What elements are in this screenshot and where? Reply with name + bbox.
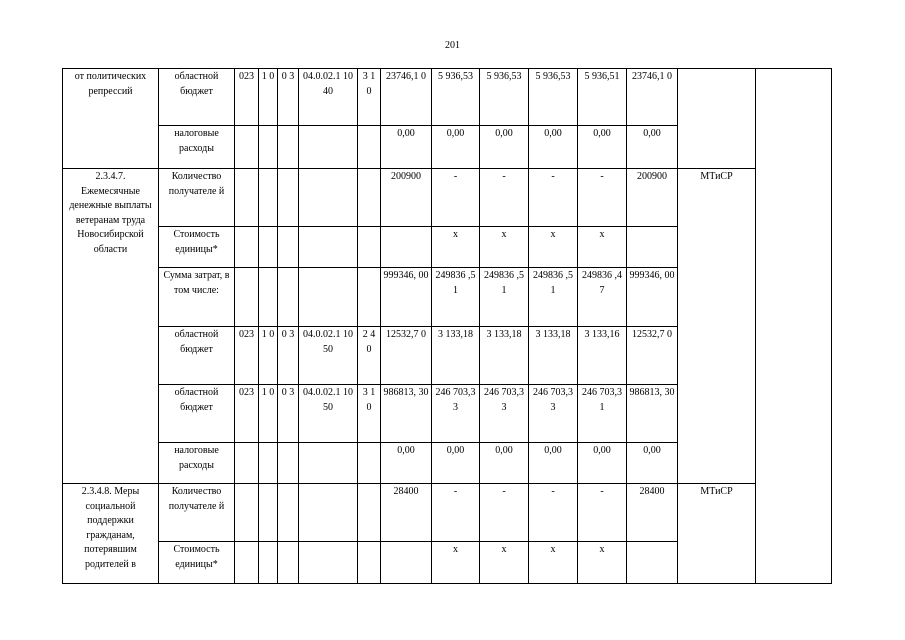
total-cell: 0,00 bbox=[381, 126, 432, 169]
year-value-cell: 3 133,18 bbox=[432, 327, 480, 385]
code-cell bbox=[278, 268, 299, 327]
year-value-cell: 249836 ,51 bbox=[529, 268, 578, 327]
code-cell bbox=[299, 542, 358, 584]
year-value-cell: 0,00 bbox=[578, 126, 627, 169]
year-value-cell: - bbox=[480, 484, 529, 542]
table-row bbox=[63, 69, 832, 126]
code-cell: 04.0.02.1 1050 bbox=[299, 327, 358, 385]
executor-cell bbox=[678, 69, 756, 169]
code-cell bbox=[278, 169, 299, 227]
year-value-cell: х bbox=[529, 542, 578, 584]
year-value-cell: - bbox=[529, 169, 578, 227]
code-cell bbox=[358, 169, 381, 227]
year-value-cell: 3 133,18 bbox=[529, 327, 578, 385]
result-cell bbox=[756, 69, 832, 584]
code-cell bbox=[235, 227, 259, 268]
total-cell bbox=[627, 542, 678, 584]
code-cell: 2 4 0 bbox=[358, 327, 381, 385]
year-value-cell: 0,00 bbox=[578, 443, 627, 484]
code-cell: 0 3 bbox=[278, 69, 299, 126]
code-cell bbox=[259, 542, 278, 584]
year-value-cell: 249836 ,51 bbox=[432, 268, 480, 327]
code-cell bbox=[299, 268, 358, 327]
total-cell: 0,00 bbox=[381, 443, 432, 484]
code-cell bbox=[278, 542, 299, 584]
total-cell bbox=[381, 542, 432, 584]
year-value-cell: х bbox=[529, 227, 578, 268]
indicator-cell: Количество получателе й bbox=[159, 484, 235, 542]
year-value-cell: х bbox=[480, 227, 529, 268]
measure-name-cell: от политических репрессий bbox=[63, 69, 159, 169]
total-cell: 200900 bbox=[627, 169, 678, 227]
total-cell: 999346, 00 bbox=[627, 268, 678, 327]
indicator-cell: областной бюджет bbox=[159, 69, 235, 126]
total-cell: 28400 bbox=[381, 484, 432, 542]
code-cell bbox=[259, 169, 278, 227]
code-cell bbox=[278, 126, 299, 169]
code-cell bbox=[235, 484, 259, 542]
total-cell: 12532,7 0 bbox=[627, 327, 678, 385]
indicator-cell: налоговые расходы bbox=[159, 126, 235, 169]
code-cell bbox=[259, 484, 278, 542]
total-cell: 999346, 00 bbox=[381, 268, 432, 327]
code-cell bbox=[235, 169, 259, 227]
code-cell bbox=[278, 443, 299, 484]
budget-table bbox=[62, 68, 832, 584]
year-value-cell: 3 133,16 bbox=[578, 327, 627, 385]
year-value-cell: - bbox=[578, 484, 627, 542]
code-cell bbox=[259, 227, 278, 268]
year-value-cell: - bbox=[432, 484, 480, 542]
year-value-cell: 246 703,33 bbox=[529, 385, 578, 443]
total-cell: 12532,7 0 bbox=[381, 327, 432, 385]
code-cell bbox=[358, 542, 381, 584]
code-cell: 023 bbox=[235, 327, 259, 385]
page-number: 201 bbox=[445, 40, 460, 51]
indicator-cell: налоговые расходы bbox=[159, 443, 235, 484]
code-cell bbox=[235, 126, 259, 169]
year-value-cell: - bbox=[480, 169, 529, 227]
total-cell: 23746,1 0 bbox=[381, 69, 432, 126]
year-value-cell: х bbox=[432, 542, 480, 584]
code-cell: 3 1 0 bbox=[358, 385, 381, 443]
code-cell: 023 bbox=[235, 69, 259, 126]
code-cell bbox=[358, 126, 381, 169]
code-cell bbox=[358, 268, 381, 327]
year-value-cell: 246 703,33 bbox=[432, 385, 480, 443]
executor-cell: МТиСР bbox=[678, 484, 756, 584]
code-cell bbox=[259, 443, 278, 484]
measure-name-cell: 2.3.4.7. Ежемесячные денежные выплаты ветеранам труда Новосибирской области bbox=[63, 169, 159, 484]
code-cell bbox=[299, 169, 358, 227]
year-value-cell: 0,00 bbox=[529, 443, 578, 484]
code-cell bbox=[235, 443, 259, 484]
year-value-cell: - bbox=[529, 484, 578, 542]
year-value-cell: х bbox=[578, 542, 627, 584]
code-cell bbox=[235, 542, 259, 584]
year-value-cell: х bbox=[480, 542, 529, 584]
year-value-cell: - bbox=[578, 169, 627, 227]
code-cell: 1 0 bbox=[259, 327, 278, 385]
table-row bbox=[63, 484, 832, 542]
code-cell: 04.0.02.1 1050 bbox=[299, 385, 358, 443]
year-value-cell: - bbox=[432, 169, 480, 227]
code-cell bbox=[299, 443, 358, 484]
code-cell bbox=[259, 126, 278, 169]
year-value-cell: х bbox=[432, 227, 480, 268]
year-value-cell: 0,00 bbox=[432, 126, 480, 169]
indicator-cell: Сумма затрат, в том числе: bbox=[159, 268, 235, 327]
year-value-cell: 249836 ,47 bbox=[578, 268, 627, 327]
total-cell: 28400 bbox=[627, 484, 678, 542]
code-cell bbox=[358, 484, 381, 542]
code-cell bbox=[235, 268, 259, 327]
year-value-cell: 249836 ,51 bbox=[480, 268, 529, 327]
code-cell bbox=[299, 126, 358, 169]
code-cell: 04.0.02.1 1040 bbox=[299, 69, 358, 126]
total-cell bbox=[627, 227, 678, 268]
code-cell: 1 0 bbox=[259, 69, 278, 126]
total-cell: 0,00 bbox=[627, 126, 678, 169]
year-value-cell: 3 133,18 bbox=[480, 327, 529, 385]
measure-name-cell: 2.3.4.8. Меры социальной поддержки гражданам, потерявшим родителей в bbox=[63, 484, 159, 584]
total-cell: 23746,1 0 bbox=[627, 69, 678, 126]
code-cell: 023 bbox=[235, 385, 259, 443]
year-value-cell: 0,00 bbox=[480, 443, 529, 484]
code-cell bbox=[299, 484, 358, 542]
indicator-cell: областной бюджет bbox=[159, 385, 235, 443]
year-value-cell: 246 703,31 bbox=[578, 385, 627, 443]
total-cell: 200900 bbox=[381, 169, 432, 227]
total-cell: 0,00 bbox=[627, 443, 678, 484]
table-row bbox=[63, 169, 832, 227]
total-cell: 986813, 30 bbox=[381, 385, 432, 443]
year-value-cell: 5 936,53 bbox=[432, 69, 480, 126]
indicator-cell: Стоимость единицы* bbox=[159, 542, 235, 584]
year-value-cell: х bbox=[578, 227, 627, 268]
year-value-cell: 0,00 bbox=[432, 443, 480, 484]
code-cell bbox=[278, 227, 299, 268]
code-cell: 0 3 bbox=[278, 385, 299, 443]
code-cell bbox=[259, 268, 278, 327]
code-cell: 0 3 bbox=[278, 327, 299, 385]
code-cell bbox=[299, 227, 358, 268]
code-cell: 1 0 bbox=[259, 385, 278, 443]
indicator-cell: Стоимость единицы* bbox=[159, 227, 235, 268]
executor-cell: МТиСР bbox=[678, 169, 756, 484]
total-cell: 986813, 30 bbox=[627, 385, 678, 443]
year-value-cell: 5 936,51 bbox=[578, 69, 627, 126]
year-value-cell: 5 936,53 bbox=[529, 69, 578, 126]
year-value-cell: 246 703,33 bbox=[480, 385, 529, 443]
code-cell: 3 1 0 bbox=[358, 69, 381, 126]
year-value-cell: 0,00 bbox=[480, 126, 529, 169]
code-cell bbox=[358, 443, 381, 484]
total-cell bbox=[381, 227, 432, 268]
indicator-cell: Количество получателе й bbox=[159, 169, 235, 227]
code-cell bbox=[278, 484, 299, 542]
indicator-cell: областной бюджет bbox=[159, 327, 235, 385]
year-value-cell: 5 936,53 bbox=[480, 69, 529, 126]
year-value-cell: 0,00 bbox=[529, 126, 578, 169]
code-cell bbox=[358, 227, 381, 268]
